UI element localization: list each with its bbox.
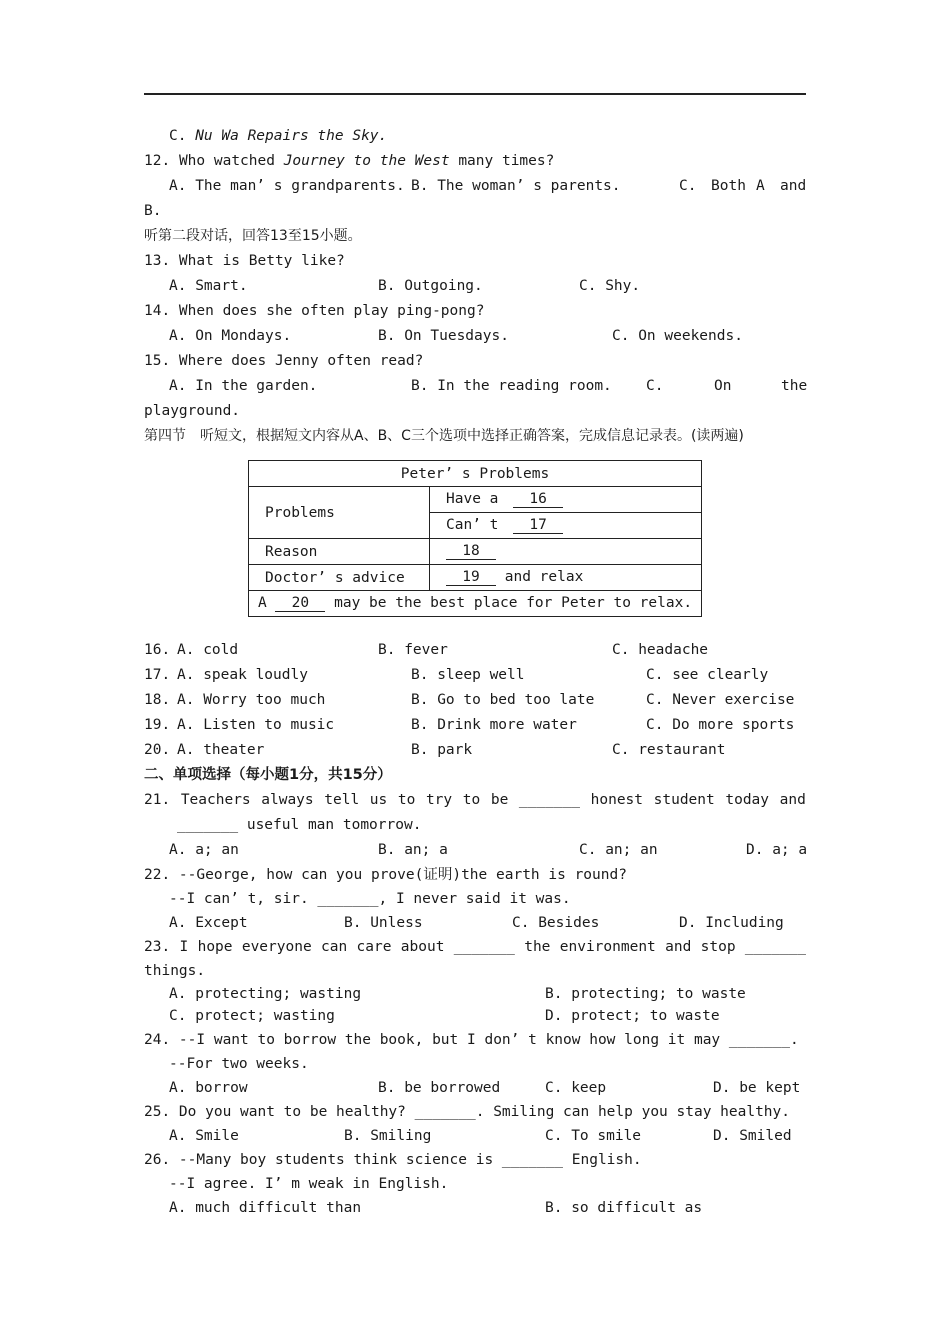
q22-question: 22. --George, how can you prove(证明)the earth is round?	[144, 867, 627, 883]
q26-line-2: --I agree. I’ m weak in English.	[169, 1176, 449, 1192]
option-c: C. restaurant	[612, 742, 726, 758]
q23-wrap: things.	[144, 963, 206, 979]
q25-question: 25. Do you want to be healthy? _______. Smiling can help you stay healthy.	[144, 1104, 791, 1120]
book-title: Journey to the West	[283, 153, 450, 169]
q17-row: 17. A. speak loudly B. sleep well C. see clearly	[144, 663, 806, 688]
q19-row: 19. A. Listen to music B. Drink more water C. Do more sports	[144, 713, 806, 738]
q15-options: A. In the garden. B. In the reading room. C. On the	[144, 374, 806, 399]
q20-row: 20. A. theater B. park C. restaurant	[144, 738, 806, 763]
reason-cell	[430, 539, 702, 565]
story-title: Nu Wa Repairs the Sky.	[195, 128, 388, 144]
option-c: C.	[646, 378, 664, 394]
option-b: B. protecting; to waste	[545, 986, 746, 1002]
option-c: C. Never exercise	[646, 692, 795, 708]
q12-option-wrap: B.	[144, 203, 162, 219]
q23-options-cd	[144, 1005, 806, 1028]
option-c: C. Shy.	[579, 278, 641, 294]
option-a: A. theater	[177, 742, 265, 758]
option-c: C.	[679, 178, 697, 194]
q21-options	[144, 838, 806, 863]
q16-row: 16. A. cold B. fever C. headache	[144, 638, 806, 663]
option-b: B. Smiling	[344, 1128, 432, 1144]
option-d: D. Including	[679, 915, 784, 931]
q11-option-c: C. Nu Wa Repairs the Sky.	[169, 128, 388, 144]
q15-option-wrap: playground.	[144, 403, 241, 419]
q14-options	[144, 324, 806, 349]
option-d: D. a; a	[746, 842, 808, 858]
option-b: B. park	[411, 742, 473, 758]
info-record-table	[248, 460, 702, 617]
q13-question: 13. What is Betty like?	[144, 253, 345, 269]
option-b: B. fever	[378, 642, 448, 658]
option-c: C. Besides	[512, 915, 600, 931]
q23-options-ab	[144, 983, 806, 1005]
q21-question: 21. Teachers always tell us to try to be _______ honest student today and	[144, 792, 806, 808]
q18-row: 18. A. Worry too much B. Go to bed too late C. Never exercise	[144, 688, 806, 713]
q21-line-2: _______ useful man tomorrow.	[177, 817, 422, 833]
option-b: B. In the reading room.	[411, 378, 612, 394]
option-c: C. headache	[612, 642, 709, 658]
option-b: B. sleep well	[411, 667, 525, 683]
option-b: B. be borrowed	[378, 1080, 501, 1096]
option-b: B. Go to bed too late	[411, 692, 595, 708]
q23-question: 23. I hope everyone can care about _______ the environment and stop _______	[144, 939, 806, 955]
q24-question: 24. --I want to borrow the book, but I don’ t know how long it may _______.	[144, 1032, 799, 1048]
option-b: B. Outgoing.	[378, 278, 483, 294]
option-a: A. a; an	[169, 842, 239, 858]
option-a: A. borrow	[169, 1080, 248, 1096]
exam-page	[144, 124, 806, 1220]
option-a: A. Smart.	[169, 278, 248, 294]
option-a: A. protecting; wasting	[169, 986, 362, 1002]
q24-options	[144, 1076, 806, 1100]
q26-question: 26. --Many boy students think science is _______ English.	[144, 1152, 642, 1168]
option-a: A. The man’ s grandparents.	[169, 178, 405, 194]
section-4-instruction: 第四节 听短文，根据短文内容从A、B、C三个选项中选择正确答案，完成信息记录表。(读两遍)	[144, 428, 744, 444]
option-c: C. an; an	[579, 842, 658, 858]
q14-question: 14. When does she often play ping-pong?	[144, 303, 485, 319]
option-b: B. Unless	[344, 915, 423, 931]
option-a: A. much difficult than	[169, 1200, 362, 1216]
option-a: A. cold	[177, 642, 239, 658]
q12-question: 12. Who watched Journey to the West many times?	[144, 153, 555, 169]
blank-20: 20	[275, 595, 325, 612]
option-d: D. Smiled	[713, 1128, 792, 1144]
q25-options	[144, 1124, 806, 1148]
problems-label: Problems	[249, 487, 430, 539]
part-2-heading: 二、单项选择（每小题1分，共15分）	[144, 767, 392, 783]
q15-question: 15. Where does Jenny often read?	[144, 353, 424, 369]
option-a: A. Except	[169, 915, 248, 931]
blank-18: 18	[446, 543, 496, 560]
option-d: D. be kept	[713, 1080, 801, 1096]
option-c: C. see clearly	[646, 667, 769, 683]
option-b: B. On Tuesdays.	[378, 328, 509, 344]
option-b: B. Drink more water	[411, 717, 577, 733]
option-b: B. an; a	[378, 842, 448, 858]
blank-17: 17	[513, 517, 563, 534]
q22-line-2: --I can’ t, sir. _______, I never said it was.	[169, 891, 571, 907]
option-a: A. On Mondays.	[169, 328, 292, 344]
problem-2-cell: Can’ t 17	[430, 513, 702, 539]
option-c: C. Do more sports	[646, 717, 795, 733]
option-a: A. Smile	[169, 1128, 239, 1144]
option-c: C. protect; wasting	[169, 1008, 335, 1024]
option-a: A. Listen to music	[177, 717, 335, 733]
blank-19: 19	[446, 569, 496, 586]
blank-16: 16	[513, 491, 563, 508]
option-b: B. so difficult as	[545, 1200, 703, 1216]
option-a: A. speak loudly	[177, 667, 308, 683]
header-rule	[144, 93, 806, 95]
reason-label: Reason	[249, 539, 430, 565]
option-c: C. keep	[545, 1080, 607, 1096]
q13-options	[144, 274, 806, 299]
q12-options: A. The man’ s grandparents. B. The woman’ s parents. C. Both A and	[144, 174, 806, 199]
option-a: A. Worry too much	[177, 692, 326, 708]
q24-line-2: --For two weeks.	[169, 1056, 309, 1072]
table-last-row: A 20 may be the best place for Peter to relax.	[249, 591, 702, 617]
advice-label: Doctor’ s advice	[249, 565, 430, 591]
option-c: C. On weekends.	[612, 328, 743, 344]
option-b: B. The woman’ s parents.	[411, 178, 621, 194]
option-a: A. In the garden.	[169, 378, 318, 394]
option-c: C. To smile	[545, 1128, 642, 1144]
instruction-dialogue-2: 听第二段对话，回答13至15小题。	[144, 228, 362, 244]
table-title: Peter’ s Problems	[249, 461, 702, 487]
problem-1-cell: Have a 16	[430, 487, 702, 513]
advice-cell: 19 and relax	[430, 565, 702, 591]
q22-options	[144, 911, 806, 935]
option-d: D. protect; to waste	[545, 1008, 720, 1024]
q26-options	[144, 1196, 806, 1220]
